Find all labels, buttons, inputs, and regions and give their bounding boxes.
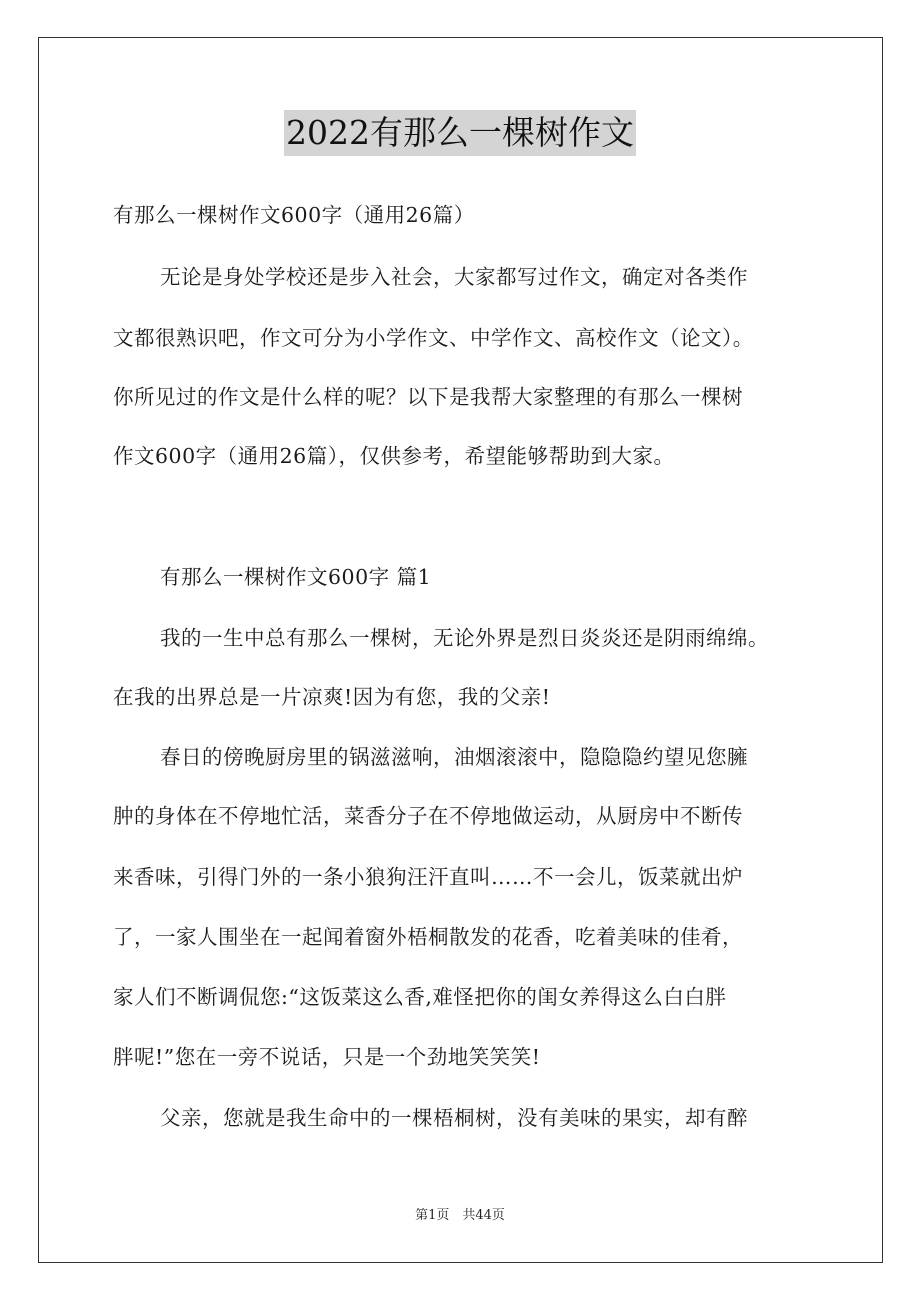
paragraph2-line-1: 春日的傍晚厨房里的锅滋滋响，油烟滚滚中，隐隐隐约望见您臃 — [160, 745, 748, 769]
paragraph2-line-2: 肿的身体在不停地忙活，菜香分子在不停地做运动，从厨房中不断传 — [113, 804, 743, 828]
paragraph2-line-5: 家人们不断调侃您:“这饭菜这么香,难怪把你的闺女养得这么白白胖 — [113, 985, 727, 1009]
title-container — [0, 110, 920, 156]
page-number-footer: 第1页 共44页 — [415, 1208, 505, 1223]
paragraph1-line-2: 在我的出界总是一片凉爽!因为有您，我的父亲! — [113, 685, 551, 709]
document-title: 2022有那么一棵树作文 — [284, 110, 636, 156]
intro-line-2: 文都很熟识吧，作文可分为小学作文、中学作文、高校作文（论文）。 — [113, 326, 754, 350]
paragraph1-line-1: 我的一生中总有那么一棵树，无论外界是烈日炎炎还是阴雨绵绵。 — [160, 626, 769, 650]
document-subtitle: 有那么一棵树作文600字（通用26篇） — [113, 203, 475, 227]
paragraph2-line-4: 了，一家人围坐在一起闻着窗外梧桐散发的花香，吃着美味的佳肴， — [113, 925, 743, 949]
intro-line-3: 你所见过的作文是什么样的呢？以下是我帮大家整理的有那么一棵树 — [113, 385, 743, 409]
intro-line-4: 作文600字（通用26篇），仅供参考，希望能够帮助到大家。 — [113, 444, 675, 468]
paragraph2-line-3: 来香味，引得门外的一条小狼狗汪汗直叫……不一会儿，饭菜就出炉 — [113, 865, 743, 889]
paragraph2-line-6: 胖呢!”您在一旁不说话，只是一个劲地笑笑笑! — [113, 1045, 541, 1069]
section-heading: 有那么一棵树作文600字 篇1 — [160, 565, 432, 589]
paragraph3-line-1: 父亲，您就是我生命中的一棵梧桐树，没有美味的果实，却有醉 — [160, 1106, 748, 1130]
intro-line-1: 无论是身处学校还是步入社会，大家都写过作文，确定对各类作 — [160, 265, 748, 289]
